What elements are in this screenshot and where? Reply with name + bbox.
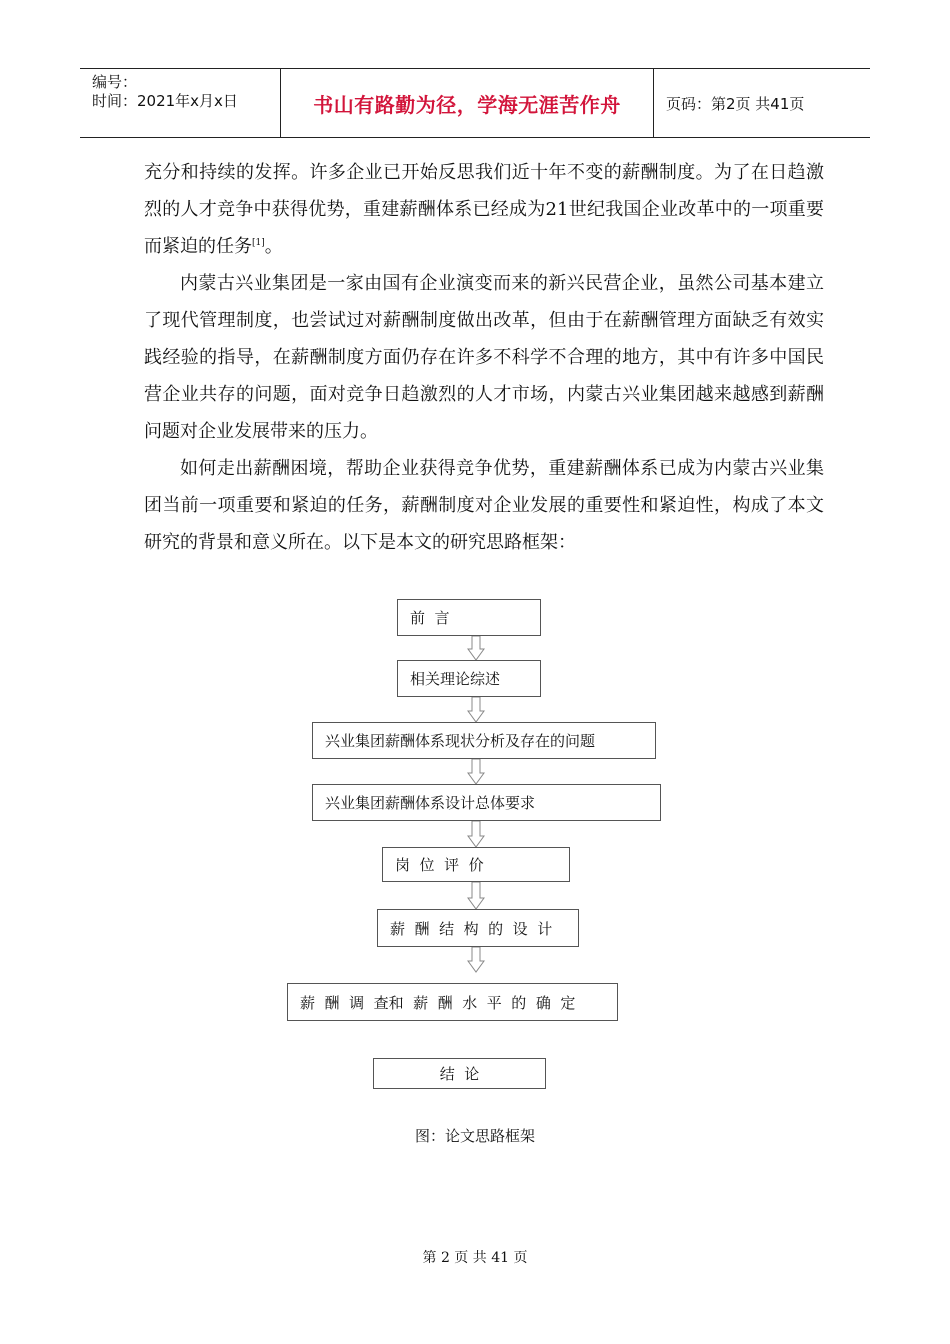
figure-caption: 图：论文思路框架 bbox=[414, 1127, 535, 1145]
flow-step-6 bbox=[377, 909, 579, 947]
time-label: 时间：2021年x月x日 bbox=[92, 92, 238, 110]
flow-arrow-4 bbox=[468, 821, 484, 847]
flow-step-2 bbox=[397, 660, 541, 697]
flow-step-3 bbox=[312, 722, 656, 759]
paragraph-1 bbox=[144, 154, 824, 265]
flow-arrow-5 bbox=[468, 882, 484, 909]
number-label: 编号： bbox=[92, 73, 138, 91]
flow-arrow-3 bbox=[468, 759, 484, 784]
flow-arrow-1 bbox=[468, 636, 484, 660]
flow-step-4-label: 兴业集团薪酬体系设计总体要求 bbox=[325, 794, 536, 812]
header-page-info: 页码：第2页 共41页 bbox=[666, 94, 805, 113]
header-table bbox=[80, 68, 870, 138]
flow-step-7 bbox=[287, 983, 618, 1021]
header-motto: 书山有路勤为径，学海无涯苦作舟 bbox=[281, 69, 654, 137]
flow-step-5 bbox=[382, 847, 570, 882]
body-text bbox=[144, 154, 824, 561]
flow-step-8 bbox=[373, 1058, 546, 1089]
flow-arrow-2 bbox=[468, 697, 484, 722]
flow-arrow-6 bbox=[468, 947, 484, 972]
flow-step-7-label: 薪 酬 调 查和 薪 酬 水 平 的 确 定 bbox=[300, 993, 576, 1012]
citation-ref: [1] bbox=[252, 238, 265, 248]
flow-step-2-label: 相关理论综述 bbox=[410, 670, 501, 688]
paragraph-1-text: 充分和持续的发挥。许多企业已开始反思我们近十年不变的薪酬制度。为了在日趋激烈的人才竞争中获得优势，重建薪酬体系已经成为21世纪我国企业改革中的一项重要而紧迫的任务 bbox=[144, 162, 824, 257]
flow-step-8-label: 结 论 bbox=[439, 1065, 480, 1083]
flow-step-5-label: 岗 位 评 价 bbox=[395, 856, 484, 874]
flow-step-1-label: 前 言 bbox=[410, 609, 450, 627]
flow-step-1 bbox=[397, 599, 541, 636]
header-meta bbox=[80, 69, 281, 137]
paragraph-2: 内蒙古兴业集团是一家由国有企业演变而来的新兴民营企业，虽然公司基本建立了现代管理制度，也尝试过对薪酬制度做出改革，但由于在薪酬管理方面缺乏有效实践经验的指导，在薪酬制度方面仍存在许多不科学不合理的地方，其中有许多中国民营企业共存的问题，面对竞争日趋激烈的人才市场，内蒙古兴业集团越来越感到薪酬问题对企业发展带来的压力。 bbox=[144, 273, 824, 442]
flow-step-3-label: 兴业集团薪酬体系现状分析及存在的问题 bbox=[325, 732, 596, 750]
paragraph-1-end: 。 bbox=[264, 236, 283, 257]
paragraph-3: 如何走出薪酬困境，帮助企业获得竞争优势，重建薪酬体系已成为内蒙古兴业集团当前一项重要和紧迫的任务，薪酬制度对企业发展的重要性和紧迫性，构成了本文研究的背景和意义所在。以下是本文的研究思路框架： bbox=[144, 458, 824, 553]
flow-step-4 bbox=[312, 784, 661, 821]
page-footer: 第 2 页 共 41 页 bbox=[422, 1250, 528, 1266]
flow-step-6-label: 薪 酬 结 构 的 设 计 bbox=[390, 919, 553, 938]
